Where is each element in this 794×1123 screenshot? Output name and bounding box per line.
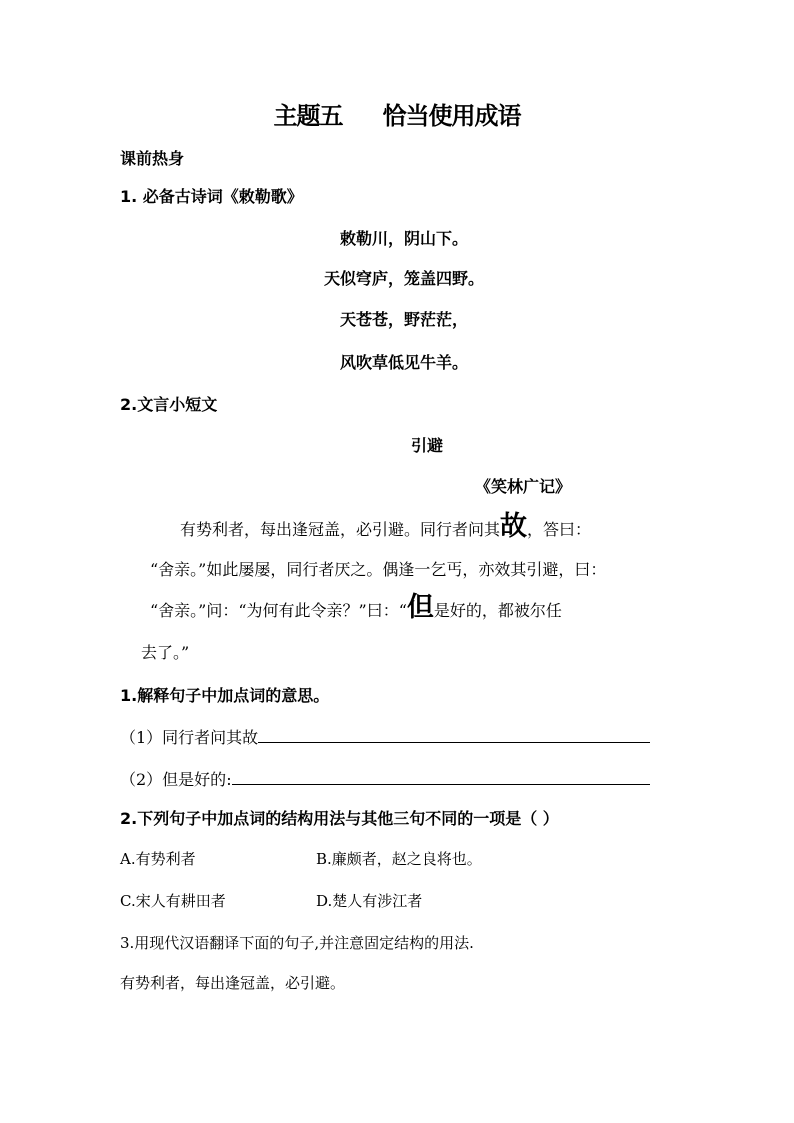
question-3: 3.用现代汉语翻译下面的句子,并注意固定结构的用法. xyxy=(120,934,474,952)
question-1a-label: （1）同行者问其故 xyxy=(120,728,259,747)
page-title xyxy=(0,96,794,131)
question-2: 2.下列句子中加点词的结构用法与其他三句不同的一项是（ ） xyxy=(120,809,559,828)
dotted-word-dan: 但 xyxy=(406,592,434,623)
answer-line-1b[interactable] xyxy=(232,766,650,785)
essay-line-3 xyxy=(150,594,562,625)
poem-line-2: 天似穹庐，笼盖四野。 xyxy=(323,269,484,288)
essay-line-4: 去了。” xyxy=(141,643,190,662)
poem-line-4: 风吹草低见牛羊。 xyxy=(339,353,468,372)
poem-heading: 1. 必备古诗词《敕勒歌》 xyxy=(120,187,303,206)
question-1b-label: （2）但是好的 xyxy=(120,770,227,789)
essay-line-3b: 是好的，都被尔任 xyxy=(433,601,562,620)
essay-line-1b: ，答曰： xyxy=(527,520,592,539)
essay-title: 引避 xyxy=(411,436,444,455)
poem-line-1: 敕勒川，阴山下。 xyxy=(339,229,468,248)
question-1b-colon: : xyxy=(226,770,232,789)
answer-line-1a[interactable] xyxy=(258,724,650,743)
essay-source: 《笑林广记》 xyxy=(475,477,572,496)
essay-line-3a: “舍亲。”问：“为何有此令亲？”曰：“ xyxy=(150,601,407,620)
essay-line-1a: 有势利者，每出逢冠盖，必引避。同行者问其 xyxy=(180,520,501,539)
option-c: C.宋人有耕田者 xyxy=(120,892,226,910)
section-warmup: 课前热身 xyxy=(120,149,185,168)
poem-line-3: 天苍苍，野茫茫， xyxy=(339,310,468,329)
title-part2: 恰当使用成语 xyxy=(382,102,521,130)
title-part1: 主题五 xyxy=(273,102,343,130)
essay-heading: 2.文言小短文 xyxy=(120,395,218,414)
question-1b xyxy=(120,766,650,790)
option-d: D.楚人有涉江者 xyxy=(316,892,423,910)
option-a: A.有势利者 xyxy=(120,850,196,868)
question-3-sentence: 有势利者，每出逢冠盖，必引避。 xyxy=(120,974,346,992)
question-1a xyxy=(120,724,650,748)
question-1: 1.解释句子中加点词的意思。 xyxy=(120,686,330,705)
option-b: B.廉颇者，赵之良将也。 xyxy=(316,850,482,868)
dotted-word-gu: 故 xyxy=(500,511,528,542)
essay-line-2: “舍亲。”如此屡屡，同行者厌之。偶逢一乞丐，亦效其引避，曰： xyxy=(150,560,607,579)
essay-line-1 xyxy=(180,513,591,544)
